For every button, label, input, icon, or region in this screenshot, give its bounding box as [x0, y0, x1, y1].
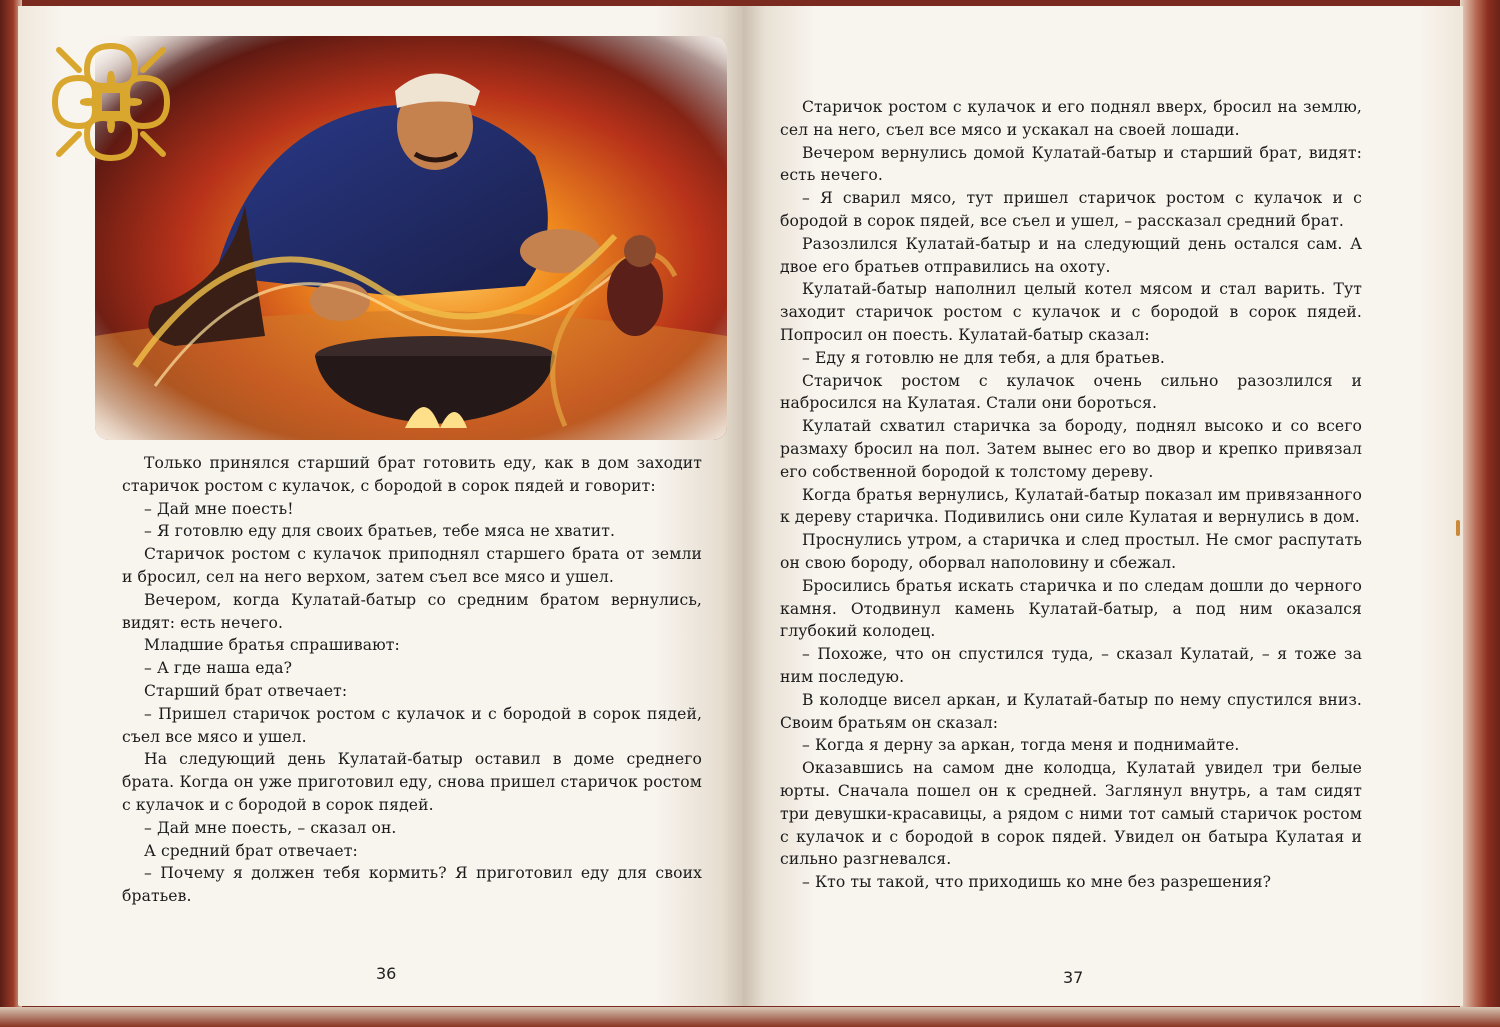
paragraph: Бросились братья искать старичка и по следам дошли до черного камня. Отодвинул камень Кулатай-батыр, а под ним оказался глубокий колодец. — [780, 576, 1362, 641]
page-number-left: 36 — [376, 964, 397, 983]
right-page — [743, 6, 1463, 1006]
page-number-right: 37 — [1063, 968, 1084, 987]
kazakh-ornament-icon — [45, 36, 177, 168]
story-illustration — [95, 36, 727, 440]
paragraph: – Я сварил мясо, тут пришел старичок ростом с кулачок и с бородой в сорок пядей, все съел и ушел, – рассказал средний брат. — [780, 189, 1362, 230]
paragraph: – Кто ты такой, что приходишь ко мне без разрешения? — [802, 873, 1272, 892]
paragraph: Кулатай-батыр наполнил целый котел мясом и стал варить. Тут заходит старичок ростом с кулачок и с бородой в сорок пядей. Попросил он поесть. Кулатай-батыр сказал: — [780, 280, 1362, 344]
left-page-text — [122, 452, 702, 908]
paragraph: Проснулись утром, а старичка и след простыл. Не смог распутать он свою бороду, оборвал наполовину и сбежал. — [780, 531, 1362, 572]
paragraph: Старичок ростом с кулачок и его поднял вверх, бросил на землю, сел на него, съел все мясо и ускакал на своей лошади. — [780, 98, 1362, 139]
paragraph: А средний брат отвечает: — [144, 841, 358, 860]
paragraph: Вечером, когда Кулатай-батыр со средним братом вернулись, видят: есть нечего. — [122, 590, 702, 632]
paragraph: Старичок ростом с кулачок приподнял старшего брата от земли и бросил, сел на него верхом, затем съел все мясо и ушел. — [122, 545, 702, 586]
paragraph: – Когда я дерну за аркан, тогда меня и поднимайте. — [802, 736, 1240, 755]
paragraph: – Дай мне поесть, – сказал он. — [144, 818, 397, 837]
paragraph: Старичок ростом с кулачок очень сильно разозлился и набросился на Кулатая. Стали они бороться. — [780, 371, 1362, 413]
paragraph: – Почему я должен тебя кормить? Я приготовил еду для своих братьев. — [122, 864, 702, 906]
paragraph: Когда братья вернулись, Кулатай-батыр показал им привязанного к дереву старичка. Подивились они силе Кулатая и вернулись в дом. — [780, 485, 1362, 527]
paragraph: Только принялся старший брат готовить еду, как в дом заходит старичок ростом с кулачок, с бородой в сорок пядей и говорит: — [122, 454, 702, 495]
paragraph: Старший брат отвечает: — [144, 681, 348, 700]
book-cover-edge-right — [1460, 0, 1500, 1027]
paragraph: – А где наша еда? — [144, 659, 293, 678]
paragraph: Разозлился Кулатай-батыр и на следующий день остался сам. А двое его братьев отправились на охоту. — [780, 234, 1362, 276]
paragraph: В колодце висел аркан, и Кулатай-батыр по нему спустился вниз. Своим братьям он сказал: — [780, 690, 1362, 732]
paragraph: – Дай мне поесть! — [144, 499, 294, 518]
bookmark-ribbon — [1456, 520, 1460, 536]
paragraph: – Я готовлю еду для своих братьев, тебе мяса не хватит. — [144, 522, 616, 541]
book-cover-edge-bottom — [0, 1007, 1500, 1027]
paragraph: Младшие братья спрашивают: — [144, 636, 400, 655]
left-page — [18, 6, 743, 1006]
paragraph: – Похоже, что он спустился туда, – сказал Кулатай, – я тоже за ним последую. — [780, 645, 1362, 686]
paragraph: Кулатай схватил старичка за бороду, поднял высоко и со всего размаху бросил на пол. Затем вынес его во двор и крепко привязал его собственной бородой к толстому дереву. — [780, 417, 1362, 481]
paragraph: – Пришел старичок ростом с кулачок и с бородой в сорок пядей, съел все мясо и ушел. — [122, 704, 702, 746]
batyr-and-cauldron-illustration — [95, 36, 727, 440]
paragraph: На следующий день Кулатай-батыр оставил в доме среднего брата. Когда он уже приготовил еду, снова пришел старичок ростом с кулачок и с бородой в сорок пядей. — [122, 750, 702, 814]
right-page-text — [780, 96, 1362, 894]
paragraph: Вечером вернулись домой Кулатай-батыр и старший брат, видят: есть нечего. — [780, 143, 1362, 185]
paragraph: – Еду я готовлю не для тебя, а для братьев. — [802, 348, 1165, 367]
paragraph: Оказавшись на самом дне колодца, Кулатай увидел три белые юрты. Сначала пошел он к средней. Заглянул внутрь, а там сидят три девушки-красавицы, а рядом с ними тот самый старичок ростом с кулачок и с бородой в сорок пядей. Увидел он батыра Кулатая и сильно разгневался. — [780, 759, 1362, 869]
